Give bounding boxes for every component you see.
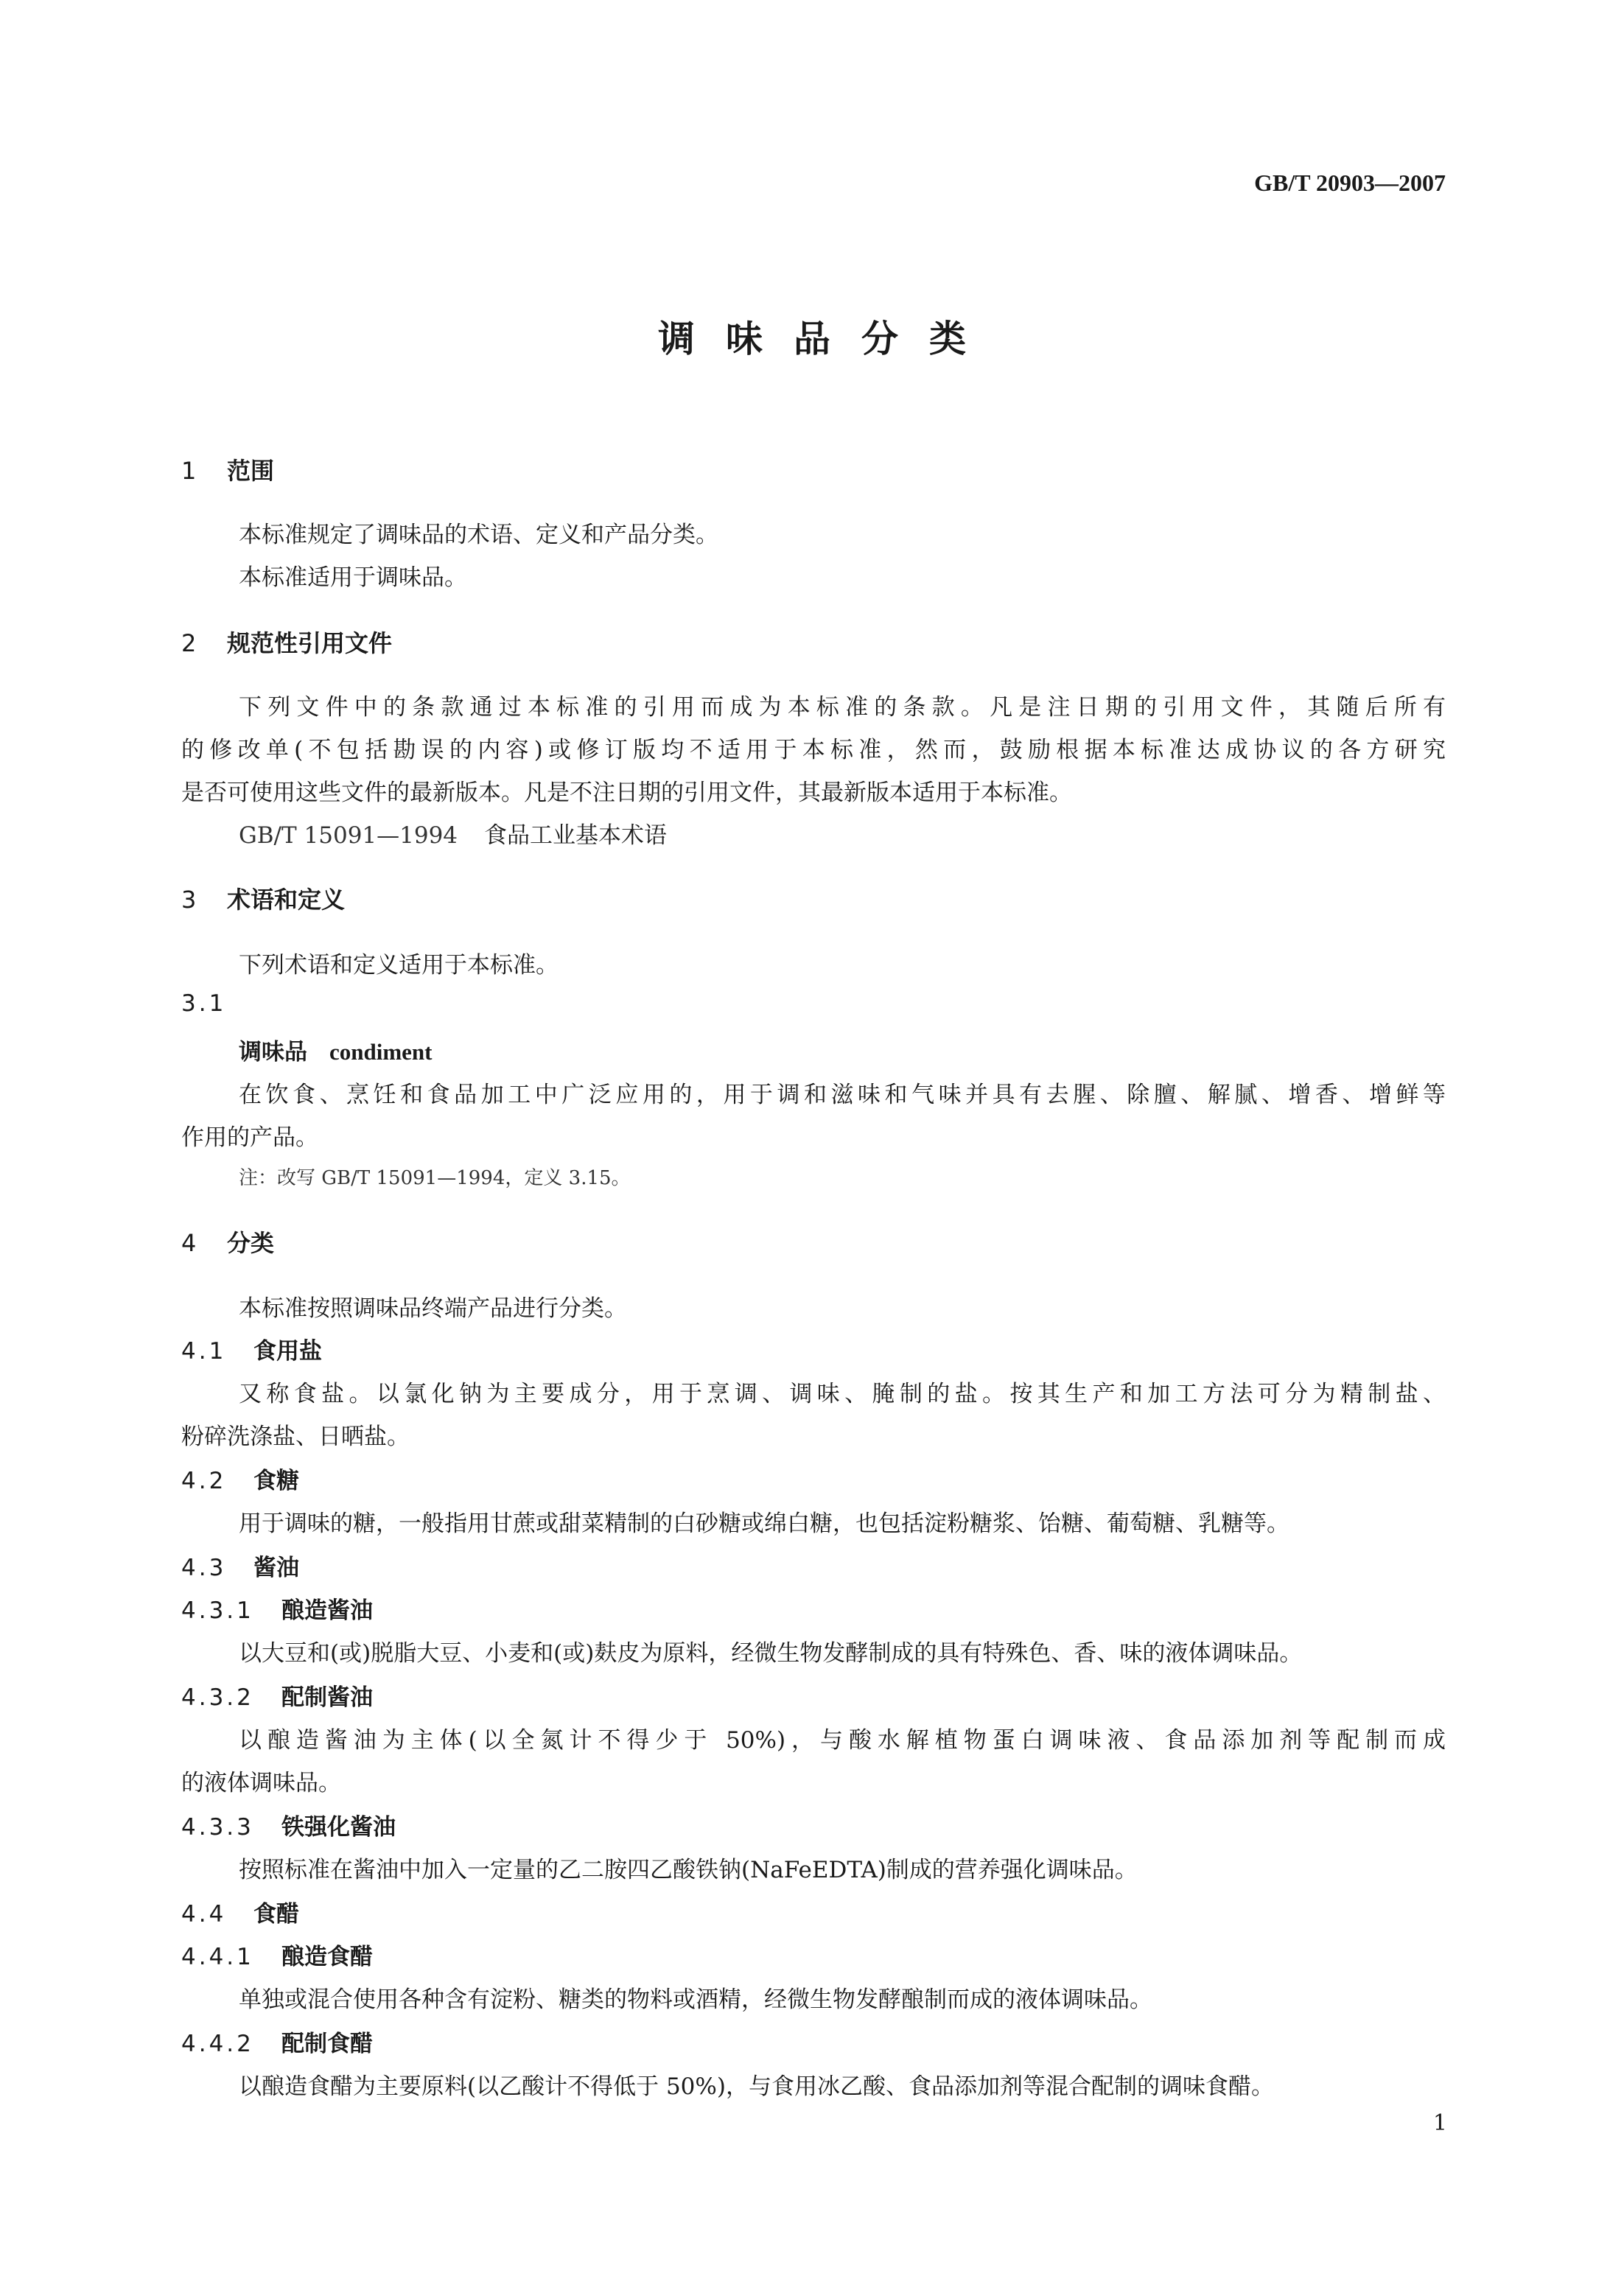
subsection-title: 铁强化酱油 [281, 1814, 396, 1841]
subsection-number: 4.2 [181, 1468, 227, 1494]
subsection-title: 酿造食醋 [281, 1944, 373, 1970]
term-english: condiment [329, 1039, 433, 1065]
subsection-number: 4.4 [181, 1901, 227, 1928]
section-number: 2 [181, 629, 197, 657]
subsection-number: 4.3 [181, 1555, 227, 1581]
section-3-heading [181, 881, 345, 915]
subsection-title: 食醋 [253, 1901, 299, 1928]
section-title: 分类 [227, 1229, 275, 1257]
term-chinese: 调味品 [239, 1039, 307, 1065]
paragraph-line: 以酿造酱油为主体(以全氮计不得少于 50%)，与酸水解植物蛋白调味液、食品添加剂等配制而成 [239, 1727, 1446, 1754]
section-4-heading [181, 1225, 274, 1258]
standard-number: GB/T 20903—2007 [1254, 169, 1446, 196]
paragraph-line: 按照标准在酱油中加入一定量的乙二胺四乙酸铁钠(NaFeEDTA)制成的营养强化调味品。 [239, 1857, 1138, 1883]
subsection-4-2-heading [181, 1462, 299, 1495]
paragraph-line: 粉碎洗涤盐、日晒盐。 [181, 1424, 410, 1450]
section-number: 3 [181, 886, 197, 914]
subsection-number: 4.4.1 [181, 1944, 254, 1970]
section-2-heading [181, 625, 392, 659]
paragraph: 本标准适用于调味品。 [239, 564, 467, 591]
subsection-title: 配制酱油 [281, 1684, 373, 1711]
subsection-title: 酿造酱油 [281, 1597, 373, 1624]
reference-title: 食品工业基本术语 [484, 822, 668, 849]
definition-line: 作用的产品。 [181, 1124, 318, 1151]
term-number: 3.1 [181, 990, 227, 1017]
subsection-title: 食糖 [253, 1468, 299, 1494]
subsection-number: 4.3.3 [181, 1814, 254, 1841]
paragraph-line: 以大豆和(或)脱脂大豆、小麦和(或)麸皮为原料，经微生物发酵制成的具有特殊色、香、味的液体调味品。 [239, 1640, 1303, 1667]
paragraph-line: 用于调味的糖，一般指用甘蔗或甜菜精制的白砂糖或绵白糖，也包括淀粉糖浆、饴糖、葡萄糖、乳糖等。 [239, 1510, 1289, 1537]
section-title: 规范性引用文件 [227, 629, 393, 657]
paragraph-line: 下列文件中的条款通过本标准的引用而成为本标准的条款。凡是注日期的引用文件，其随后所有 [239, 694, 1446, 721]
reference-code: GB/T 15091—1994 [239, 822, 458, 849]
subsection-number: 4.4.2 [181, 2031, 254, 2057]
definition-note: 注：改写 GB/T 15091—1994，定义 3.15。 [239, 1167, 631, 1189]
paragraph: 本标准按照调味品终端产品进行分类。 [239, 1295, 627, 1322]
paragraph-line: 是否可使用这些文件的最新版本。凡是不注日期的引用文件，其最新版本适用于本标准。 [181, 780, 1072, 806]
section-title: 术语和定义 [227, 886, 346, 914]
section-number: 1 [181, 457, 197, 485]
paragraph: 本标准规定了调味品的术语、定义和产品分类。 [239, 522, 718, 548]
subsection-4-3-2-heading [181, 1678, 373, 1712]
paragraph-line: 的液体调味品。 [181, 1770, 341, 1796]
subsection-4-1-heading [181, 1332, 322, 1365]
normative-reference [239, 816, 667, 850]
paragraph-line: 的修改单(不包括勘误的内容)或修订版均不适用于本标准，然而，鼓励根据本标准达成协议的各方研究 [181, 737, 1446, 763]
subsection-4-3-3-heading [181, 1808, 396, 1841]
subsection-4-4-2-heading [181, 2025, 373, 2058]
term-entry [239, 1033, 433, 1066]
subsection-4-4-heading [181, 1895, 299, 1928]
subsection-number: 4.3.2 [181, 1684, 254, 1711]
paragraph: 下列术语和定义适用于本标准。 [239, 952, 559, 979]
subsection-number: 4.3.1 [181, 1597, 254, 1624]
paragraph-line: 又称食盐。以氯化钠为主要成分，用于烹调、调味、腌制的盐。按其生产和加工方法可分为精制盐、 [239, 1381, 1446, 1407]
document-title: 调味品分类 [658, 318, 997, 360]
section-1-heading [181, 452, 274, 486]
subsection-number: 4.1 [181, 1338, 227, 1365]
page-number: 1 [1432, 2110, 1447, 2136]
section-number: 4 [181, 1229, 197, 1257]
paragraph-line: 单独或混合使用各种含有淀粉、糖类的物料或酒精，经微生物发酵酿制而成的液体调味品。 [239, 1986, 1152, 2013]
subsection-title: 酱油 [253, 1555, 299, 1581]
subsection-4-3-1-heading [181, 1592, 373, 1625]
subsection-4-3-heading [181, 1549, 299, 1582]
paragraph-line: 以酿造食醋为主要原料(以乙酸计不得低于 50%)，与食用冰乙酸、食品添加剂等混合配制的调味食醋。 [239, 2073, 1274, 2100]
section-title: 范围 [227, 457, 275, 485]
definition-line: 在饮食、烹饪和食品加工中广泛应用的，用于调和滋味和气味并具有去腥、除膻、解腻、增香、增鲜等 [239, 1082, 1446, 1108]
subsection-title: 食用盐 [253, 1338, 322, 1365]
subsection-4-4-1-heading [181, 1938, 373, 1971]
subsection-title: 配制食醋 [281, 2031, 373, 2057]
